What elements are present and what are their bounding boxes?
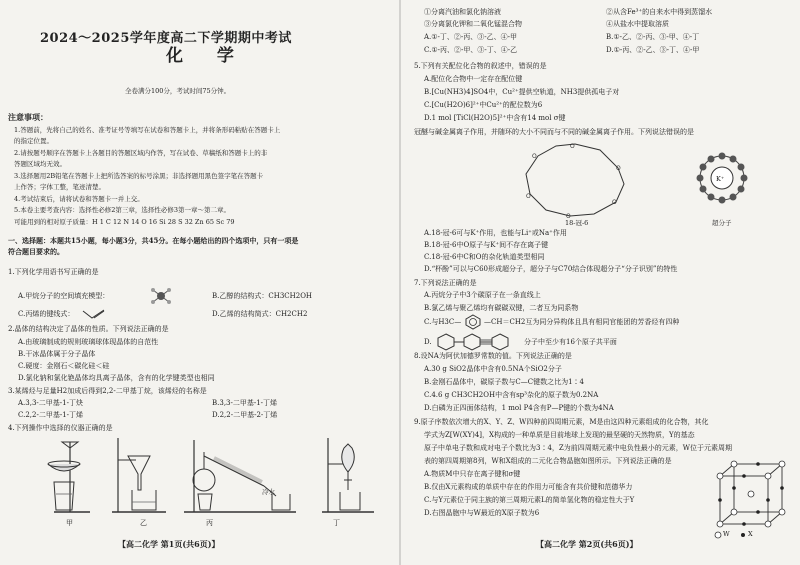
q4-item-3: ③分离氯化钾和二氧化锰混合物 (424, 20, 522, 28)
notice-line: 上作答；字体工整，笔迹清楚。 (14, 183, 105, 191)
notice-line: 答题区域均无效。 (14, 160, 66, 168)
q3-option-b: B.3,3-二甲基-1-丁烯 (212, 399, 278, 407)
apparatus-label-yi: 乙 (140, 519, 147, 527)
q1-option-c: C.丙烯的键线式： (18, 310, 75, 318)
q5-stem: 5.下列有关配位化合物的叙述中，错误的是 (414, 62, 547, 70)
q8-option-b: B.金刚石晶体中，碳原子数与C—C键数之比为1∶4 (424, 378, 584, 386)
q3-option-d: D.2,2-二甲基-2-丁烯 (212, 411, 278, 419)
apparatus-label-bing: 丙 (206, 519, 213, 527)
q3-option-c: C.2,2-二甲基-1-丁烯 (18, 411, 84, 419)
notice-line: 5.本卷主要考查内容：选择性必修2第三章，选择性必修3第一章～第二章。 (14, 206, 230, 214)
legend-w-marker-icon (714, 531, 722, 539)
q4-option-c: C.①-丙、②-甲、③-丁、④-乙 (424, 46, 518, 54)
q6-option-b: B.18-冠-6中O原子与K⁺间不存在离子键 (424, 241, 549, 249)
exam-page-2 (400, 0, 800, 565)
q5-option-a: A.配位化合物中一定存在配位键 (424, 75, 523, 83)
q4-item-2: ②从含Fe³⁺的自来水中得到蒸馏水 (606, 8, 713, 16)
q2-option-c: C.硬度：金刚石＜碳化硅＜硅 (18, 362, 110, 370)
apparatus-filtration-icon (110, 434, 170, 516)
section-heading-2: 符合题目要求的。 (8, 247, 64, 256)
q7-option-d-prefix: D. (424, 338, 432, 346)
apparatus-distillation-icon (180, 434, 300, 516)
svg-text:O: O (526, 193, 531, 200)
q8-stem: 8.设NA为阿伏加德罗常数的值。下列说法正确的是 (414, 352, 572, 360)
notice-line: 的指定位置。 (14, 137, 53, 145)
q9-stem-line: 学式为Z[W(XY)4]，X构成的一种单质是目前地球上发现的最坚硬的天然物质，Y的基态 (424, 431, 695, 439)
q9-option-c: C.与Y元素位于同主族的第三周期元素L的简单氢化物的稳定性大于Y (424, 496, 635, 504)
q3-stem: 3.某烯烃与足量H2加成后得到2,2-二甲基丁烷，该烯烃的名称是 (8, 387, 207, 395)
q8-option-d: D.白磷为正四面体结构，1 mol P4含有P—P键的个数为4NA (424, 404, 614, 412)
svg-text:O: O (532, 153, 537, 160)
q1-option-d: D.乙烯的结构简式：CH2CH2 (212, 310, 308, 318)
q4-option-a: A.①-丁、②-丙、③-乙、④-甲 (424, 33, 518, 41)
notice-line: 2.请按题号顺序在答题卡上各题目的答题区域内作答，写在试卷、草稿纸和答题卡上的非 (14, 149, 268, 157)
section-heading: 一、选择题：本题共15小题，每小题3分，共45分。在每小题给出的四个选项中，只有一项是 (8, 236, 299, 245)
q2-option-d: D.氯化钠和氯化铯晶体均具离子晶体，含有的化学键类型也相同 (18, 374, 215, 382)
notice-line: 1.答题前，先将自己的姓名、准考证号等填写在试卷和答题卡上，并将条形码粘贴在答题卡上 (14, 126, 281, 134)
apparatus-evaporation-icon (40, 434, 100, 516)
exam-title: 2024～2025学年度高二下学期期中考试 (40, 31, 292, 46)
subject-title: 化 学 (166, 46, 248, 66)
cold-water-label: 冷水 (262, 488, 275, 496)
q5-option-c: C.[Cu(H2O)6]²⁺中Cu²⁺的配位数为6 (424, 101, 543, 109)
legend-x-marker-icon (740, 532, 746, 538)
potassium-ion-label: K⁺ (716, 175, 725, 183)
propene-skeletal-icon (82, 308, 106, 320)
crown-ether-label: 18-冠-6 (565, 219, 589, 227)
q2-option-b: B.干冰晶体属于分子晶体 (18, 350, 96, 358)
apparatus-label-jia: 甲 (66, 519, 73, 527)
benzene-ring-icon (464, 314, 482, 330)
q6-option-c: C.18-冠-6中C和O的杂化轨道类型相同 (424, 253, 545, 261)
q4-option-b: B.①-乙、②-丙、③-甲、④-丁 (606, 33, 700, 41)
q9-option-d: D.右图晶胞中与W最近的X原子数为6 (424, 509, 540, 517)
q8-option-a: A.30 g SiO2晶体中含有0.5NA个SiO2分子 (424, 365, 562, 373)
q9-stem: 9.原子序数依次增大的X、Y、Z、W四种前四周期元素，M是由这四种元素组成的化合物，其化 (414, 418, 709, 426)
svg-text:O: O (566, 213, 571, 218)
svg-text:O: O (570, 143, 575, 150)
page-footer: 【高二化学 第2页(共6页)】 (536, 539, 638, 549)
biphenyl-ethyne-structure-icon (436, 332, 520, 352)
svg-text:O: O (612, 199, 617, 206)
svg-text:O: O (616, 165, 621, 172)
q6-stem: 冠醚与碱金属离子作用，并随环的大小不同而与不同的碱金属离子作用。下列说法错误的是 (414, 128, 694, 136)
q6-option-d: D.“杯酚”可以与C60形成超分子，超分子与C70结合体现超分子“分子识别”的特性 (424, 265, 678, 273)
q5-option-d: D.1 mol [TiCl(H2O)5]²⁺中含有14 mol σ键 (424, 114, 566, 122)
apparatus-separatory-funnel-icon (320, 434, 380, 516)
notice-line: 3.选择题用2B铅笔在答题卡上把所选答案的标号涂黑；非选择题用黑色签字笔在答题卡 (14, 172, 264, 180)
q3-option-a: A.3,3-二甲基-1-丁炔 (18, 399, 83, 407)
atomic-masses: 可能用到的相对原子质量：H 1 C 12 N 14 O 16 Si 28 S 32 Zn 65 Sc 79 (14, 218, 235, 226)
supramolecule-label: 超分子 (712, 219, 732, 227)
q2-option-a: A.由玻璃制成的规则玻璃球体现晶体的自范性 (18, 338, 159, 346)
q6-option-a: A.18-冠-6可与K⁺作用，也能与Li⁺或Na⁺作用 (424, 229, 567, 237)
q1-option-b: B.乙醇的结构式：CH3CH2OH (212, 292, 313, 300)
legend-x-label: X (748, 530, 753, 538)
unit-cell-diagram-icon (714, 460, 788, 528)
score-info: 全卷满分100分，考试时间75分钟。 (125, 87, 231, 95)
q9-option-b: B.仅由X元素构成的单质中存在的作用力可能含有共价键和范德华力 (424, 483, 633, 491)
notice-line: 4.考试结束后，请将试卷和答题卡一并上交。 (14, 195, 144, 203)
q2-stem: 2.晶体的结构决定了晶体的性质。下列说法正确的是 (8, 325, 169, 333)
q4-option-d: D.①-丙、②-乙、③-丁、④-甲 (606, 46, 700, 54)
notice-heading: 注意事项： (8, 112, 48, 122)
q7-option-c-prefix: C.与H3C— (424, 318, 462, 326)
q8-option-c: C.4.6 g CH3CH2OH中含有sp³杂化的原子数为0.2NA (424, 391, 599, 399)
q9-stem-line: 表的第四周期第8列，W和X组成的二元化合物晶胞如图所示。下列说法正确的是 (424, 457, 672, 465)
q5-option-b: B.[Cu(NH3)4]SO4中，Cu²⁺提供空轨道，NH3提供孤电子对 (424, 88, 620, 96)
legend-w-label: W (723, 530, 730, 538)
q9-option-a: A.物质M中只存在离子键和σ键 (424, 470, 521, 478)
q7-option-b: B.氯乙烯与聚乙烯均有碳碳双键，二者互为同系物 (424, 304, 579, 312)
q9-stem-line: 原子中单电子数和成对电子个数比为3∶4，Z为前四周期元素中电负性最小的元素，W位于元素周期 (424, 444, 732, 452)
q7-option-a: A.丙烷分子中3个碳原子在一条直线上 (424, 291, 541, 299)
methane-model-icon (150, 286, 172, 304)
crown-ether-structure-icon (520, 140, 630, 218)
q4-item-4: ④从盐水中提取溶质 (606, 20, 669, 28)
q7-option-d-suffix: 分子中至少有16个原子共平面 (524, 338, 617, 346)
q4-item-1: ①分离汽油和氯化钠溶液 (424, 8, 501, 16)
q7-stem: 7.下列说法正确的是 (414, 279, 477, 287)
q1-stem: 1.下列化学用语书写正确的是 (8, 268, 99, 276)
apparatus-label-ding: 丁 (333, 519, 340, 527)
page-footer: 【高二化学 第1页(共6页)】 (118, 539, 220, 549)
q4-stem: 4.下列操作中选择的仪器正确的是 (8, 424, 113, 432)
q1-option-a: A.甲烷分子的空间填充模型： (18, 292, 110, 300)
q7-option-c-suffix: —CH＝CH2互为同分异构体且具有相同官能团的芳香烃有四种 (484, 318, 680, 326)
